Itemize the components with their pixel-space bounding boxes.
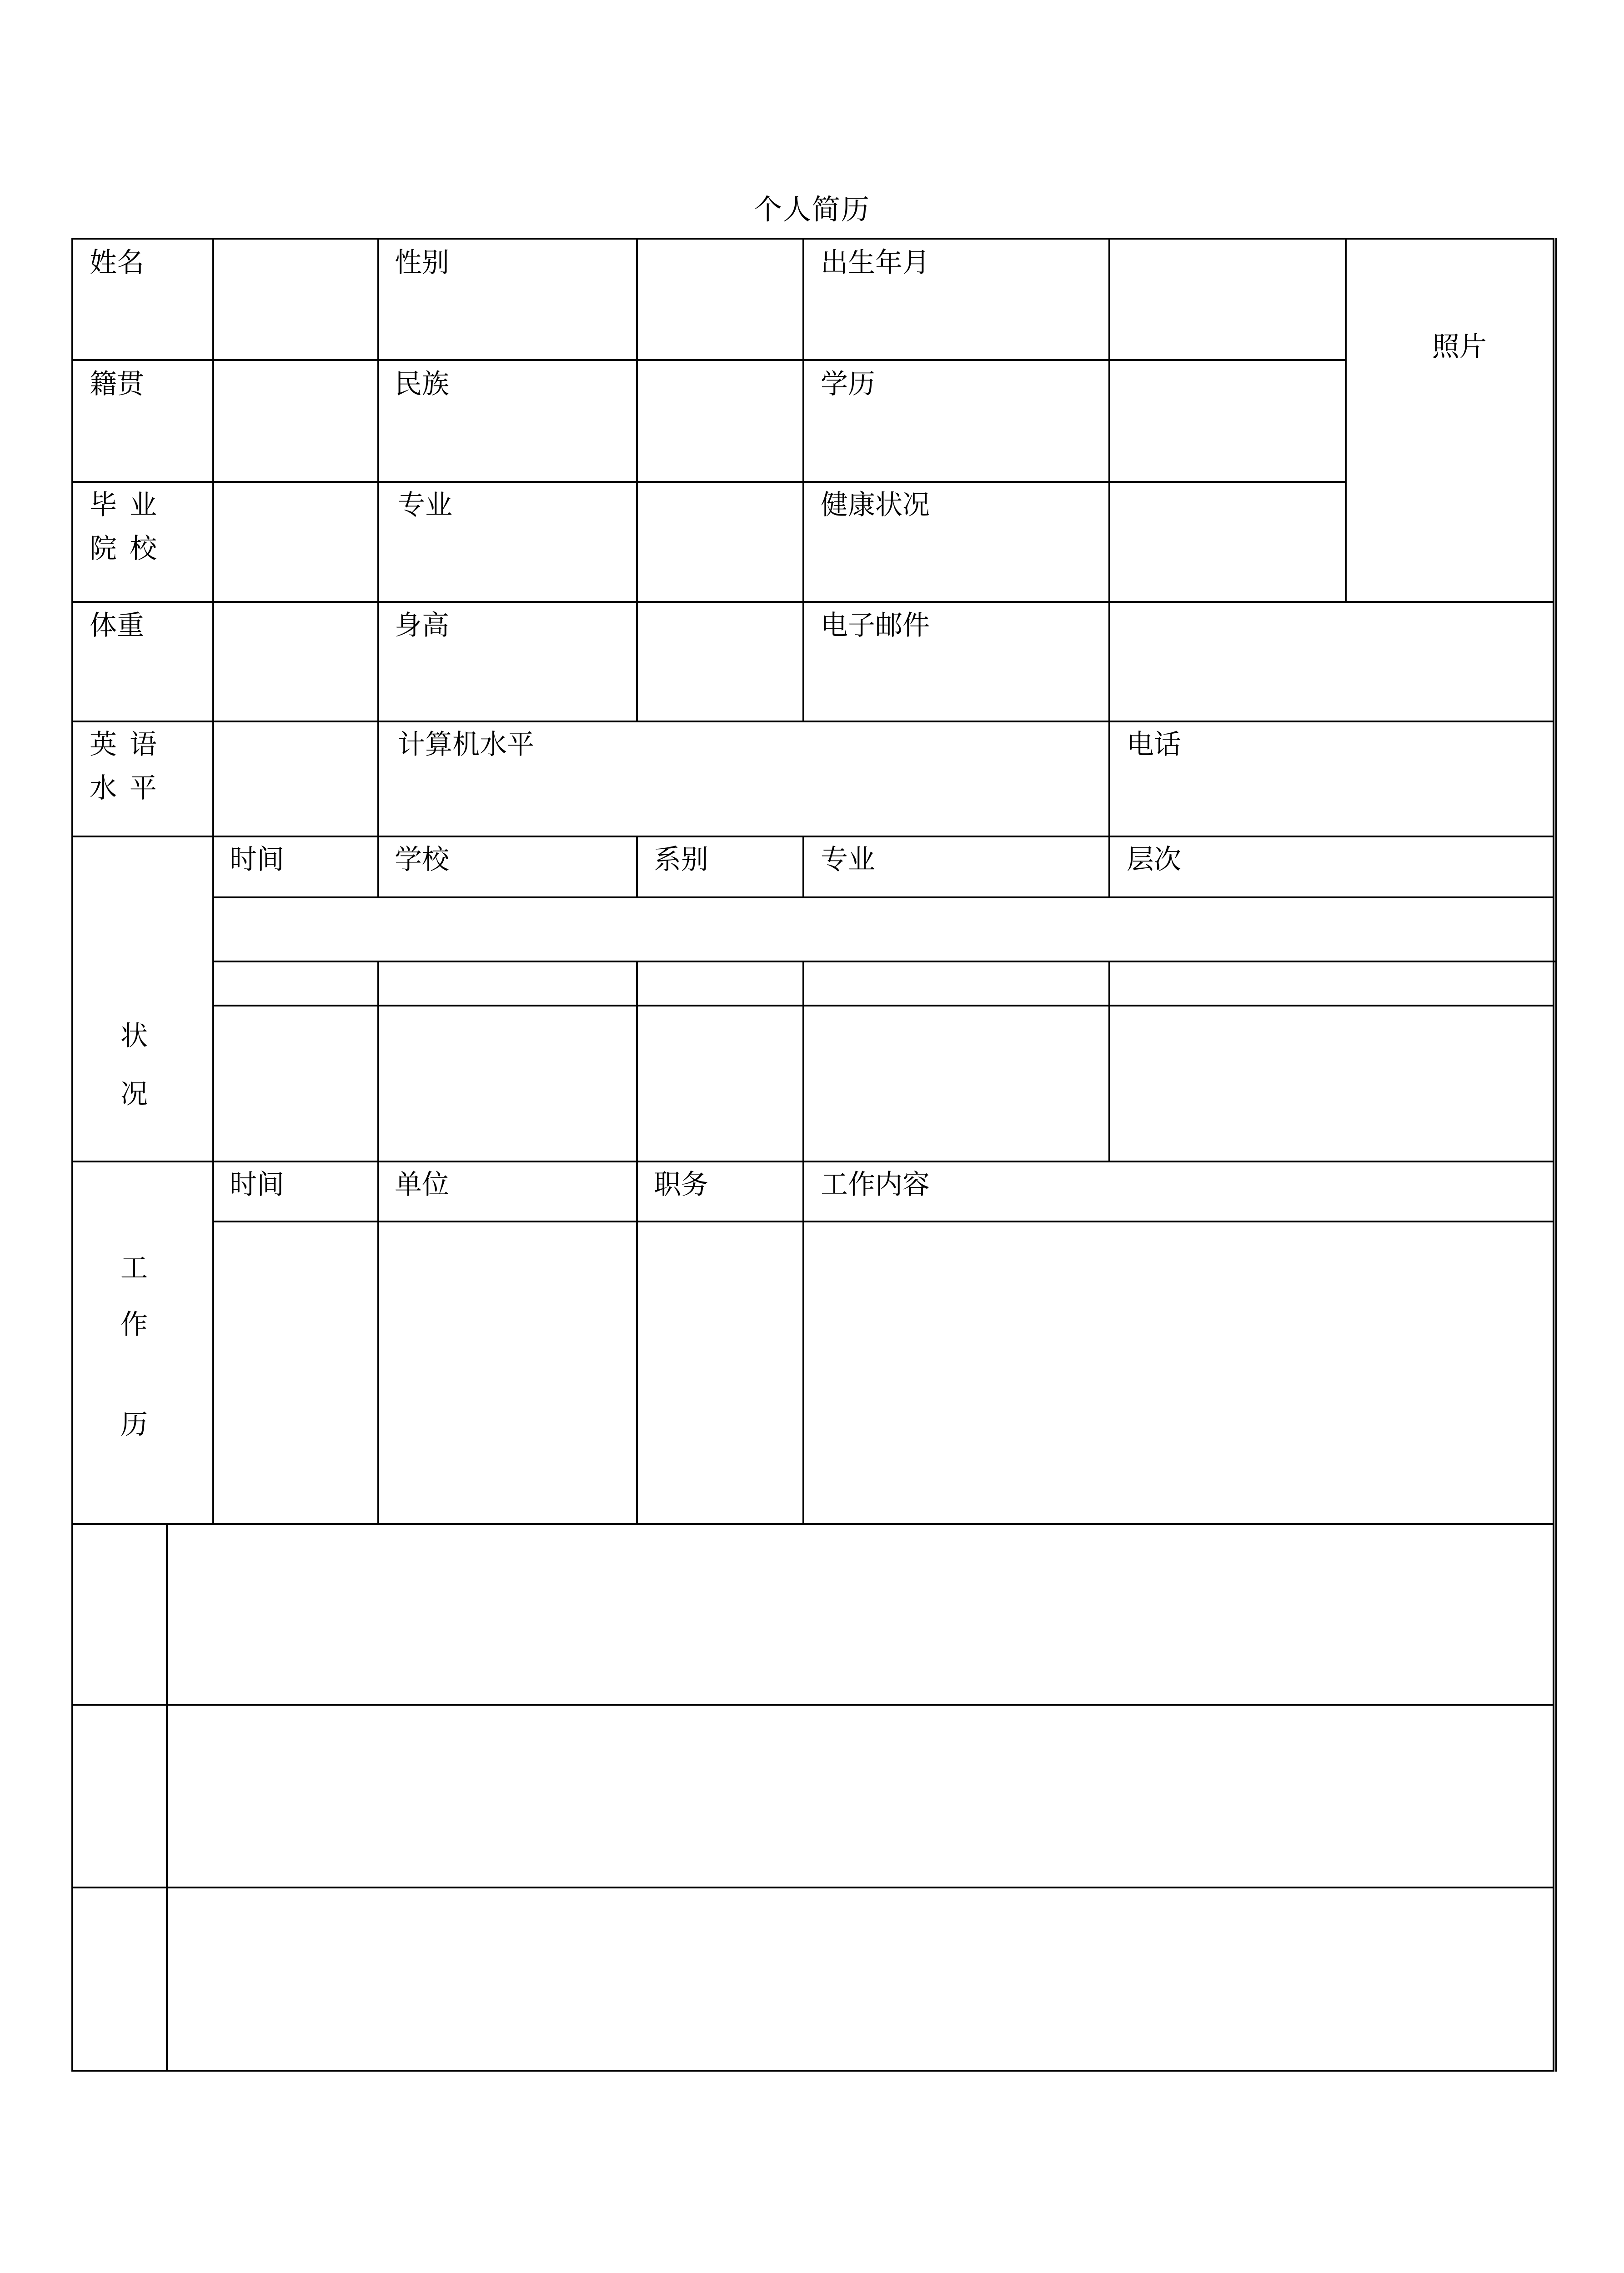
rule xyxy=(212,1221,1554,1222)
name-value-cell[interactable] xyxy=(214,240,377,359)
rule xyxy=(802,238,804,722)
phone-value-cell[interactable] xyxy=(1110,722,1553,836)
work-header-time: 时间 xyxy=(230,1169,284,1201)
label-height: 身高 xyxy=(395,610,449,641)
edu-header-major: 专业 xyxy=(821,844,875,876)
edu-header-school: 学校 xyxy=(395,844,449,876)
rule xyxy=(71,481,1347,483)
rule xyxy=(377,238,379,896)
gender-value-cell[interactable] xyxy=(638,240,802,359)
label-email: 电子邮件 xyxy=(821,610,930,641)
label-education: 学历 xyxy=(821,368,875,400)
label-computer-level: 计算机水平 xyxy=(398,729,534,761)
rule xyxy=(636,836,638,896)
edu-header-level: 层次 xyxy=(1127,844,1181,876)
edu-header-department: 系别 xyxy=(654,844,708,876)
rule xyxy=(71,2070,1554,2072)
work-header-content: 工作内容 xyxy=(821,1169,930,1201)
rule xyxy=(71,359,1347,361)
rule xyxy=(71,836,1554,837)
label-phone: 电话 xyxy=(1127,729,1181,761)
label-graduated-school: 毕业院校 xyxy=(90,489,170,565)
label-birth-date: 出生年月 xyxy=(821,247,930,279)
rule xyxy=(212,961,1557,962)
label-work-section-1: 工 xyxy=(120,1252,148,1284)
label-photo: 照片 xyxy=(1432,331,1487,363)
label-work-section-3: 历 xyxy=(120,1409,148,1441)
remarks-cell-3[interactable] xyxy=(168,1888,1553,2070)
rule xyxy=(636,1161,638,1523)
email-value-cell[interactable] xyxy=(1110,603,1553,721)
rule xyxy=(802,1161,804,1523)
rule xyxy=(212,238,214,1525)
label-work-section-2: 作 xyxy=(120,1309,148,1341)
rule xyxy=(377,961,379,1161)
label-health: 健康状况 xyxy=(821,489,930,521)
rule xyxy=(1108,961,1110,1161)
page-title: 个人简历 xyxy=(753,193,870,226)
remarks-cell-1[interactable] xyxy=(168,1525,1553,1704)
rule xyxy=(636,961,638,1161)
label-education-section: 状况 xyxy=(120,1020,148,1110)
work-header-position: 职务 xyxy=(654,1169,708,1201)
rule xyxy=(71,238,73,2072)
rule xyxy=(802,836,804,896)
birth-value-cell[interactable] xyxy=(1110,240,1345,359)
rule xyxy=(1555,238,1557,2072)
remarks-cell-2[interactable] xyxy=(168,1706,1553,1887)
rule xyxy=(212,896,1554,898)
label-major: 专业 xyxy=(398,489,452,521)
edu-header-time: 时间 xyxy=(230,844,284,876)
label-ethnicity: 民族 xyxy=(395,368,449,400)
rule xyxy=(1553,238,1554,2072)
photo-cell[interactable] xyxy=(1347,240,1553,601)
rule xyxy=(212,1005,1554,1006)
work-header-employer: 单位 xyxy=(395,1169,449,1201)
label-english-level: 英语水平 xyxy=(90,729,170,804)
label-gender: 性别 xyxy=(395,247,449,279)
label-weight: 体重 xyxy=(90,610,144,641)
rule xyxy=(71,1161,1554,1162)
label-name: 姓名 xyxy=(90,247,144,279)
label-native-place: 籍贯 xyxy=(90,368,144,400)
rule xyxy=(377,1161,379,1523)
rule xyxy=(802,961,804,1161)
